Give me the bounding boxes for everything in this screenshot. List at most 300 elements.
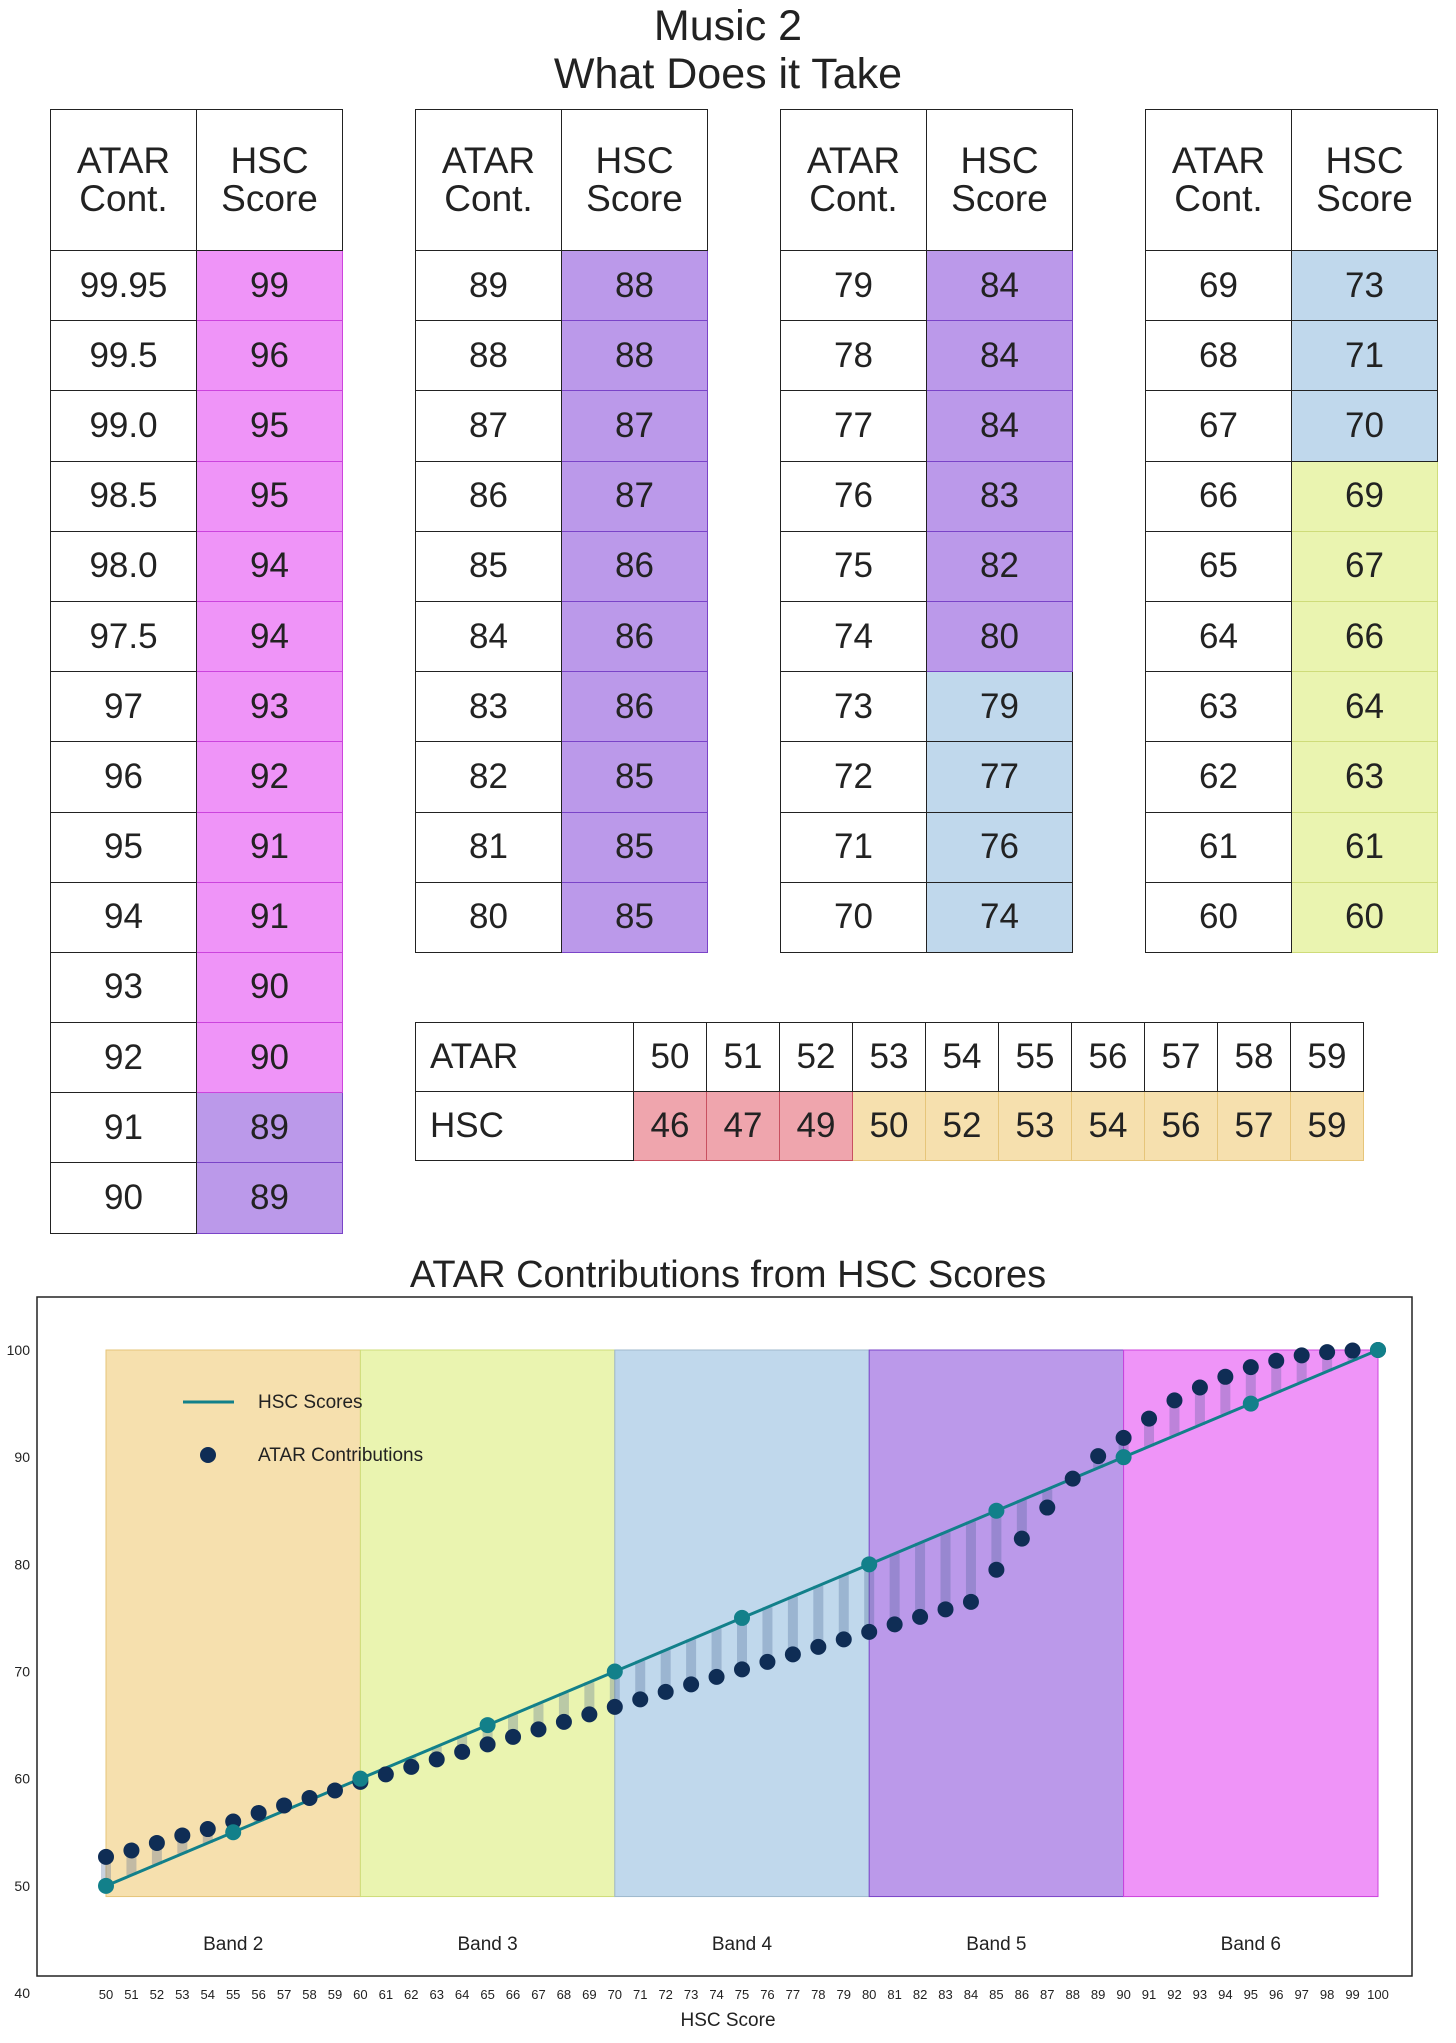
x-tick-label: 87 bbox=[1040, 1987, 1055, 2002]
atar-contribution-point bbox=[429, 1751, 445, 1767]
atar-contribution-point bbox=[988, 1562, 1004, 1578]
atar-cell: 97 bbox=[51, 672, 197, 742]
hsc-cell: 95 bbox=[197, 391, 343, 461]
x-tick-label: 91 bbox=[1141, 1987, 1157, 2002]
atar-contribution-point bbox=[658, 1684, 674, 1700]
low-hsc-cell: 49 bbox=[780, 1092, 853, 1161]
atar-cell: 99.5 bbox=[51, 321, 197, 391]
x-tick-label: 51 bbox=[124, 1987, 139, 2002]
atar-contribution-point bbox=[1192, 1380, 1208, 1396]
atar-cell: 82 bbox=[416, 742, 562, 812]
atar-contribution-point bbox=[1345, 1343, 1361, 1359]
table-row bbox=[1146, 531, 1438, 601]
x-tick-label: 78 bbox=[811, 1987, 826, 2002]
atar-table-4 bbox=[1145, 109, 1438, 953]
atar-cell: 71 bbox=[781, 812, 927, 882]
hsc-cell: 63 bbox=[1292, 742, 1438, 812]
atar-cell: 98.0 bbox=[51, 531, 197, 601]
atar-cell: 89 bbox=[416, 251, 562, 321]
x-tick-label: 86 bbox=[1014, 1987, 1030, 2002]
x-tick-label: 61 bbox=[378, 1987, 394, 2002]
hsc-cell: 85 bbox=[562, 812, 708, 882]
hsc-score-marker bbox=[988, 1503, 1004, 1519]
atar-contribution-point bbox=[607, 1699, 623, 1715]
table-row bbox=[51, 672, 343, 742]
atar-contribution-point bbox=[1268, 1353, 1284, 1369]
band-label: Band 6 bbox=[1220, 1934, 1281, 1956]
low-hsc-cell: 57 bbox=[1218, 1092, 1291, 1161]
atar-cell: 96 bbox=[51, 742, 197, 812]
x-tick-label: 81 bbox=[887, 1987, 902, 2002]
hsc-cell: 83 bbox=[927, 461, 1073, 531]
y-tick-label: 100 bbox=[6, 1342, 30, 1358]
atar-contribution-point bbox=[1243, 1359, 1259, 1375]
table-row bbox=[51, 952, 343, 1022]
atar-cell: 70 bbox=[781, 882, 927, 952]
header-hsc: HSC Score bbox=[197, 110, 343, 251]
low-hsc-cell: 54 bbox=[1072, 1092, 1145, 1161]
x-tick-label: 80 bbox=[861, 1987, 877, 2002]
atar-contribution-point bbox=[403, 1759, 419, 1775]
atar-contribution-point bbox=[836, 1631, 852, 1647]
low-atar-cell: 53 bbox=[853, 1023, 926, 1092]
x-tick-label: 79 bbox=[836, 1987, 851, 2002]
header-hsc: HSC Score bbox=[1292, 110, 1438, 251]
atar-cell: 78 bbox=[781, 321, 927, 391]
header-atar: ATAR Cont. bbox=[416, 110, 562, 251]
hsc-cell: 88 bbox=[562, 251, 708, 321]
atar-cell: 87 bbox=[416, 391, 562, 461]
hsc-cell: 86 bbox=[562, 531, 708, 601]
band-label: Band 4 bbox=[711, 1934, 773, 1956]
table-row bbox=[781, 742, 1073, 812]
table-row bbox=[781, 812, 1073, 882]
table-row bbox=[416, 251, 708, 321]
header-hsc: HSC Score bbox=[927, 110, 1073, 251]
table-row bbox=[51, 531, 343, 601]
atar-contribution-point bbox=[200, 1821, 216, 1837]
table-row bbox=[51, 391, 343, 461]
hsc-cell: 84 bbox=[927, 321, 1073, 391]
x-tick-label: 90 bbox=[1116, 1987, 1131, 2002]
atar-cell: 64 bbox=[1146, 601, 1292, 671]
atar-contribution-point bbox=[454, 1744, 470, 1760]
atar-cell: 85 bbox=[416, 531, 562, 601]
band-region bbox=[360, 1350, 614, 1897]
table-row bbox=[416, 601, 708, 671]
low-hsc-cell: 52 bbox=[926, 1092, 999, 1161]
header-atar: ATAR Cont. bbox=[51, 110, 197, 251]
atar-cell: 81 bbox=[416, 812, 562, 882]
y-tick-label: 40 bbox=[14, 1985, 30, 2001]
page-title-line1: Music 2 bbox=[653, 2, 803, 50]
x-tick-label: 75 bbox=[734, 1987, 750, 2002]
x-tick-label: 84 bbox=[963, 1987, 979, 2002]
hsc-cell: 60 bbox=[1292, 882, 1438, 952]
band-label: Band 5 bbox=[966, 1934, 1027, 1956]
y-tick-label: 80 bbox=[14, 1556, 30, 1573]
table-row bbox=[1146, 672, 1438, 742]
low-atar-row bbox=[416, 1023, 1364, 1092]
low-atar-table bbox=[415, 1022, 1364, 1161]
x-tick-label: 59 bbox=[327, 1987, 343, 2002]
band-label: Band 3 bbox=[457, 1934, 518, 1956]
table-row bbox=[416, 672, 708, 742]
atar-cell: 91 bbox=[51, 1093, 197, 1163]
low-atar-cell: 52 bbox=[780, 1023, 853, 1092]
x-tick-label: 69 bbox=[582, 1987, 597, 2002]
atar-cell: 92 bbox=[51, 1023, 197, 1093]
x-tick-label: 58 bbox=[302, 1987, 317, 2002]
atar-contribution-point bbox=[530, 1721, 546, 1737]
hsc-cell: 89 bbox=[197, 1163, 343, 1233]
hsc-cell: 91 bbox=[197, 882, 343, 952]
hsc-cell: 89 bbox=[197, 1093, 343, 1163]
hsc-score-marker bbox=[1116, 1449, 1132, 1465]
y-tick-label: 90 bbox=[14, 1449, 30, 1466]
atar-contribution-point bbox=[912, 1609, 928, 1625]
low-atar-cell: 58 bbox=[1218, 1023, 1291, 1092]
table-row bbox=[1146, 882, 1438, 952]
hsc-cell: 88 bbox=[562, 321, 708, 391]
x-tick-label: 92 bbox=[1167, 1987, 1182, 2002]
hsc-score-marker bbox=[734, 1610, 750, 1626]
table-row bbox=[1146, 461, 1438, 531]
table-header-row bbox=[51, 110, 343, 251]
atar-cell: 73 bbox=[781, 672, 927, 742]
hsc-cell: 99 bbox=[197, 251, 343, 321]
x-tick-label: 64 bbox=[454, 1987, 470, 2002]
hsc-cell: 79 bbox=[927, 672, 1073, 742]
atar-contribution-point bbox=[1141, 1411, 1157, 1427]
atar-contribution-point bbox=[1065, 1471, 1081, 1487]
hsc-score-marker bbox=[352, 1771, 368, 1787]
table-row bbox=[1146, 391, 1438, 461]
x-tick-label: 83 bbox=[938, 1987, 953, 2002]
x-tick-label: 73 bbox=[683, 1987, 699, 2002]
hsc-cell: 86 bbox=[562, 601, 708, 671]
hsc-cell: 66 bbox=[1292, 601, 1438, 671]
atar-contribution-point bbox=[581, 1706, 597, 1722]
y-tick-label: 60 bbox=[14, 1770, 30, 1787]
atar-contribution-point bbox=[480, 1736, 496, 1752]
x-tick-label: 96 bbox=[1269, 1987, 1284, 2002]
table-row bbox=[51, 882, 343, 952]
table-row bbox=[416, 742, 708, 812]
atar-contribution-chart bbox=[0, 1255, 1456, 2043]
atar-contribution-point bbox=[810, 1639, 826, 1655]
atar-contribution-point bbox=[302, 1790, 318, 1806]
table-row bbox=[781, 601, 1073, 671]
atar-cell: 95 bbox=[51, 812, 197, 882]
atar-cell: 88 bbox=[416, 321, 562, 391]
atar-contribution-point bbox=[327, 1782, 343, 1798]
low-hsc-row bbox=[416, 1092, 1364, 1161]
table-row bbox=[1146, 321, 1438, 391]
table-row bbox=[416, 391, 708, 461]
hsc-cell: 84 bbox=[927, 391, 1073, 461]
table-row bbox=[1146, 251, 1438, 321]
atar-cell: 68 bbox=[1146, 321, 1292, 391]
x-tick-label: 72 bbox=[658, 1987, 673, 2002]
atar-cell: 84 bbox=[416, 601, 562, 671]
band-label: Band 2 bbox=[203, 1934, 264, 1956]
atar-cell: 75 bbox=[781, 531, 927, 601]
atar-table-1 bbox=[50, 109, 343, 1234]
table-row bbox=[781, 251, 1073, 321]
atar-cell: 80 bbox=[416, 882, 562, 952]
atar-contribution-point bbox=[1014, 1531, 1030, 1547]
table-row bbox=[781, 391, 1073, 461]
page-title-line2: What Does it Take bbox=[553, 50, 903, 98]
legend-dot-swatch bbox=[200, 1447, 216, 1463]
table-row bbox=[416, 812, 708, 882]
atar-contribution-point bbox=[632, 1691, 648, 1707]
hsc-score-marker bbox=[861, 1556, 877, 1572]
low-atar-cell: 56 bbox=[1072, 1023, 1145, 1092]
y-tick-label: 70 bbox=[14, 1663, 30, 1680]
atar-cell: 90 bbox=[51, 1163, 197, 1233]
table-row bbox=[416, 461, 708, 531]
atar-table-2 bbox=[415, 109, 708, 953]
atar-contribution-point bbox=[174, 1827, 190, 1843]
table-row bbox=[51, 1023, 343, 1093]
x-tick-label: 85 bbox=[989, 1987, 1004, 2002]
hsc-cell: 73 bbox=[1292, 251, 1438, 321]
legend-line-label: HSC Scores bbox=[258, 1392, 363, 1413]
atar-contribution-point bbox=[683, 1676, 699, 1692]
hsc-cell: 87 bbox=[562, 391, 708, 461]
atar-contribution-point bbox=[505, 1729, 521, 1745]
x-tick-label: 98 bbox=[1319, 1987, 1335, 2002]
x-tick-label: 52 bbox=[149, 1987, 165, 2002]
table-header-row bbox=[781, 110, 1073, 251]
table-row bbox=[51, 321, 343, 391]
hsc-cell: 95 bbox=[197, 461, 343, 531]
low-atar-cell: 51 bbox=[707, 1023, 780, 1092]
x-tick-label: 66 bbox=[505, 1987, 521, 2002]
hsc-cell: 76 bbox=[927, 812, 1073, 882]
hsc-cell: 82 bbox=[927, 531, 1073, 601]
atar-contribution-point bbox=[1217, 1369, 1233, 1385]
atar-cell: 98.5 bbox=[51, 461, 197, 531]
table-header-row bbox=[1146, 110, 1438, 251]
atar-cell: 77 bbox=[781, 391, 927, 461]
low-atar-cell: 55 bbox=[999, 1023, 1072, 1092]
hsc-cell: 67 bbox=[1292, 531, 1438, 601]
hsc-cell: 96 bbox=[197, 321, 343, 391]
legend-dot-label: ATAR Contributions bbox=[258, 1445, 424, 1466]
atar-cell: 62 bbox=[1146, 742, 1292, 812]
atar-contribution-point bbox=[149, 1835, 165, 1851]
hsc-cell: 90 bbox=[197, 1023, 343, 1093]
atar-contribution-point bbox=[709, 1669, 725, 1685]
low-atar-label: ATAR bbox=[416, 1023, 634, 1092]
chart-title: ATAR Contributions from HSC Scores bbox=[409, 1255, 1047, 1296]
hsc-cell: 85 bbox=[562, 742, 708, 812]
table-row bbox=[51, 742, 343, 812]
low-hsc-cell: 56 bbox=[1145, 1092, 1218, 1161]
x-tick-label: 70 bbox=[607, 1987, 623, 2002]
x-tick-label: 62 bbox=[404, 1987, 419, 2002]
table-row bbox=[1146, 742, 1438, 812]
atar-cell: 99.95 bbox=[51, 251, 197, 321]
hsc-cell: 71 bbox=[1292, 321, 1438, 391]
table-header-row bbox=[416, 110, 708, 251]
hsc-cell: 94 bbox=[197, 601, 343, 671]
atar-cell: 79 bbox=[781, 251, 927, 321]
atar-contribution-point bbox=[1294, 1347, 1310, 1363]
x-tick-label: 76 bbox=[760, 1987, 775, 2002]
x-tick-label: 94 bbox=[1218, 1987, 1233, 2002]
table-row bbox=[781, 882, 1073, 952]
hsc-score-marker bbox=[1243, 1396, 1259, 1412]
x-tick-label: 74 bbox=[709, 1987, 724, 2002]
header-atar: ATAR Cont. bbox=[1146, 110, 1292, 251]
table-row bbox=[1146, 812, 1438, 882]
hsc-cell: 94 bbox=[197, 531, 343, 601]
atar-contribution-point bbox=[1166, 1392, 1182, 1408]
band-region bbox=[869, 1350, 1123, 1897]
low-hsc-cell: 53 bbox=[999, 1092, 1072, 1161]
x-tick-label: 56 bbox=[251, 1987, 266, 2002]
atar-cell: 99.0 bbox=[51, 391, 197, 461]
atar-cell: 93 bbox=[51, 952, 197, 1022]
hsc-cell: 80 bbox=[927, 601, 1073, 671]
y-tick-label: 50 bbox=[14, 1877, 30, 1894]
band-region bbox=[1124, 1350, 1378, 1897]
x-tick-label: 50 bbox=[98, 1987, 114, 2002]
table-row bbox=[781, 531, 1073, 601]
x-tick-label: 55 bbox=[225, 1987, 241, 2002]
table-row bbox=[416, 321, 708, 391]
atar-contribution-point bbox=[785, 1646, 801, 1662]
hsc-cell: 87 bbox=[562, 461, 708, 531]
atar-contribution-point bbox=[734, 1661, 750, 1677]
hsc-score-marker bbox=[98, 1878, 114, 1894]
atar-contribution-point bbox=[378, 1766, 394, 1782]
atar-cell: 83 bbox=[416, 672, 562, 742]
x-tick-label: 63 bbox=[429, 1987, 444, 2002]
header-hsc: HSC Score bbox=[562, 110, 708, 251]
atar-contribution-point bbox=[963, 1594, 979, 1610]
atar-cell: 69 bbox=[1146, 251, 1292, 321]
table-row bbox=[416, 882, 708, 952]
hsc-cell: 69 bbox=[1292, 461, 1438, 531]
x-tick-label: 100 bbox=[1367, 1987, 1389, 2002]
x-tick-label: 68 bbox=[556, 1987, 572, 2002]
x-tick-label: 57 bbox=[276, 1987, 292, 2002]
low-hsc-cell: 50 bbox=[853, 1092, 926, 1161]
hsc-cell: 93 bbox=[197, 672, 343, 742]
table-row bbox=[781, 672, 1073, 742]
atar-cell: 86 bbox=[416, 461, 562, 531]
hsc-cell: 84 bbox=[927, 251, 1073, 321]
low-atar-cell: 50 bbox=[634, 1023, 707, 1092]
atar-contribution-point bbox=[123, 1842, 139, 1858]
atar-cell: 94 bbox=[51, 882, 197, 952]
hsc-score-marker bbox=[480, 1717, 496, 1733]
x-tick-label: 60 bbox=[353, 1987, 368, 2002]
table-row bbox=[51, 1163, 343, 1233]
low-atar-cell: 54 bbox=[926, 1023, 999, 1092]
atar-cell: 97.5 bbox=[51, 601, 197, 671]
table-row bbox=[781, 461, 1073, 531]
x-tick-label: 95 bbox=[1243, 1987, 1259, 2002]
x-tick-label: 53 bbox=[175, 1987, 190, 2002]
hsc-cell: 86 bbox=[562, 672, 708, 742]
atar-contribution-point bbox=[251, 1805, 267, 1821]
low-hsc-label: HSC bbox=[416, 1092, 634, 1161]
atar-contribution-point bbox=[1319, 1344, 1335, 1360]
atar-contribution-point bbox=[1090, 1448, 1106, 1464]
table-row bbox=[51, 812, 343, 882]
atar-table-3 bbox=[780, 109, 1073, 953]
x-tick-label: 99 bbox=[1345, 1987, 1360, 2002]
atar-contribution-point bbox=[98, 1849, 114, 1865]
atar-contribution-point bbox=[1039, 1500, 1055, 1516]
hsc-score-marker bbox=[225, 1824, 241, 1840]
atar-cell: 76 bbox=[781, 461, 927, 531]
x-tick-label: 93 bbox=[1192, 1987, 1208, 2002]
hsc-cell: 61 bbox=[1292, 812, 1438, 882]
table-row bbox=[51, 1093, 343, 1163]
x-axis-label: HSC Score bbox=[680, 2010, 776, 2031]
hsc-cell: 90 bbox=[197, 952, 343, 1022]
atar-cell: 63 bbox=[1146, 672, 1292, 742]
x-tick-label: 77 bbox=[785, 1987, 801, 2002]
hsc-score-marker bbox=[1370, 1342, 1386, 1358]
low-hsc-cell: 47 bbox=[707, 1092, 780, 1161]
table-row bbox=[51, 461, 343, 531]
atar-contribution-point bbox=[1116, 1430, 1132, 1446]
x-tick-label: 97 bbox=[1294, 1987, 1309, 2002]
hsc-cell: 70 bbox=[1292, 391, 1438, 461]
header-atar: ATAR Cont. bbox=[781, 110, 927, 251]
x-tick-label: 88 bbox=[1065, 1987, 1080, 2002]
table-row bbox=[51, 601, 343, 671]
x-tick-label: 71 bbox=[633, 1987, 648, 2002]
x-tick-label: 82 bbox=[912, 1987, 928, 2002]
low-hsc-cell: 46 bbox=[634, 1092, 707, 1161]
atar-cell: 72 bbox=[781, 742, 927, 812]
low-hsc-cell: 59 bbox=[1291, 1092, 1364, 1161]
hsc-cell: 92 bbox=[197, 742, 343, 812]
atar-contribution-point bbox=[887, 1616, 903, 1632]
atar-contribution-point bbox=[938, 1601, 954, 1617]
atar-cell: 65 bbox=[1146, 531, 1292, 601]
table-row bbox=[51, 251, 343, 321]
atar-cell: 66 bbox=[1146, 461, 1292, 531]
table-row bbox=[416, 531, 708, 601]
hsc-cell: 77 bbox=[927, 742, 1073, 812]
table-row bbox=[1146, 601, 1438, 671]
atar-cell: 74 bbox=[781, 601, 927, 671]
x-tick-label: 65 bbox=[480, 1987, 495, 2002]
atar-contribution-point bbox=[861, 1624, 877, 1640]
hsc-score-marker bbox=[607, 1664, 623, 1680]
x-tick-label: 67 bbox=[531, 1987, 546, 2002]
x-tick-label: 54 bbox=[200, 1987, 215, 2002]
atar-contribution-point bbox=[276, 1797, 292, 1813]
atar-cell: 61 bbox=[1146, 812, 1292, 882]
atar-contribution-point bbox=[556, 1714, 572, 1730]
atar-contribution-point bbox=[759, 1654, 775, 1670]
hsc-cell: 64 bbox=[1292, 672, 1438, 742]
low-atar-cell: 59 bbox=[1291, 1023, 1364, 1092]
atar-cell: 60 bbox=[1146, 882, 1292, 952]
hsc-cell: 74 bbox=[927, 882, 1073, 952]
